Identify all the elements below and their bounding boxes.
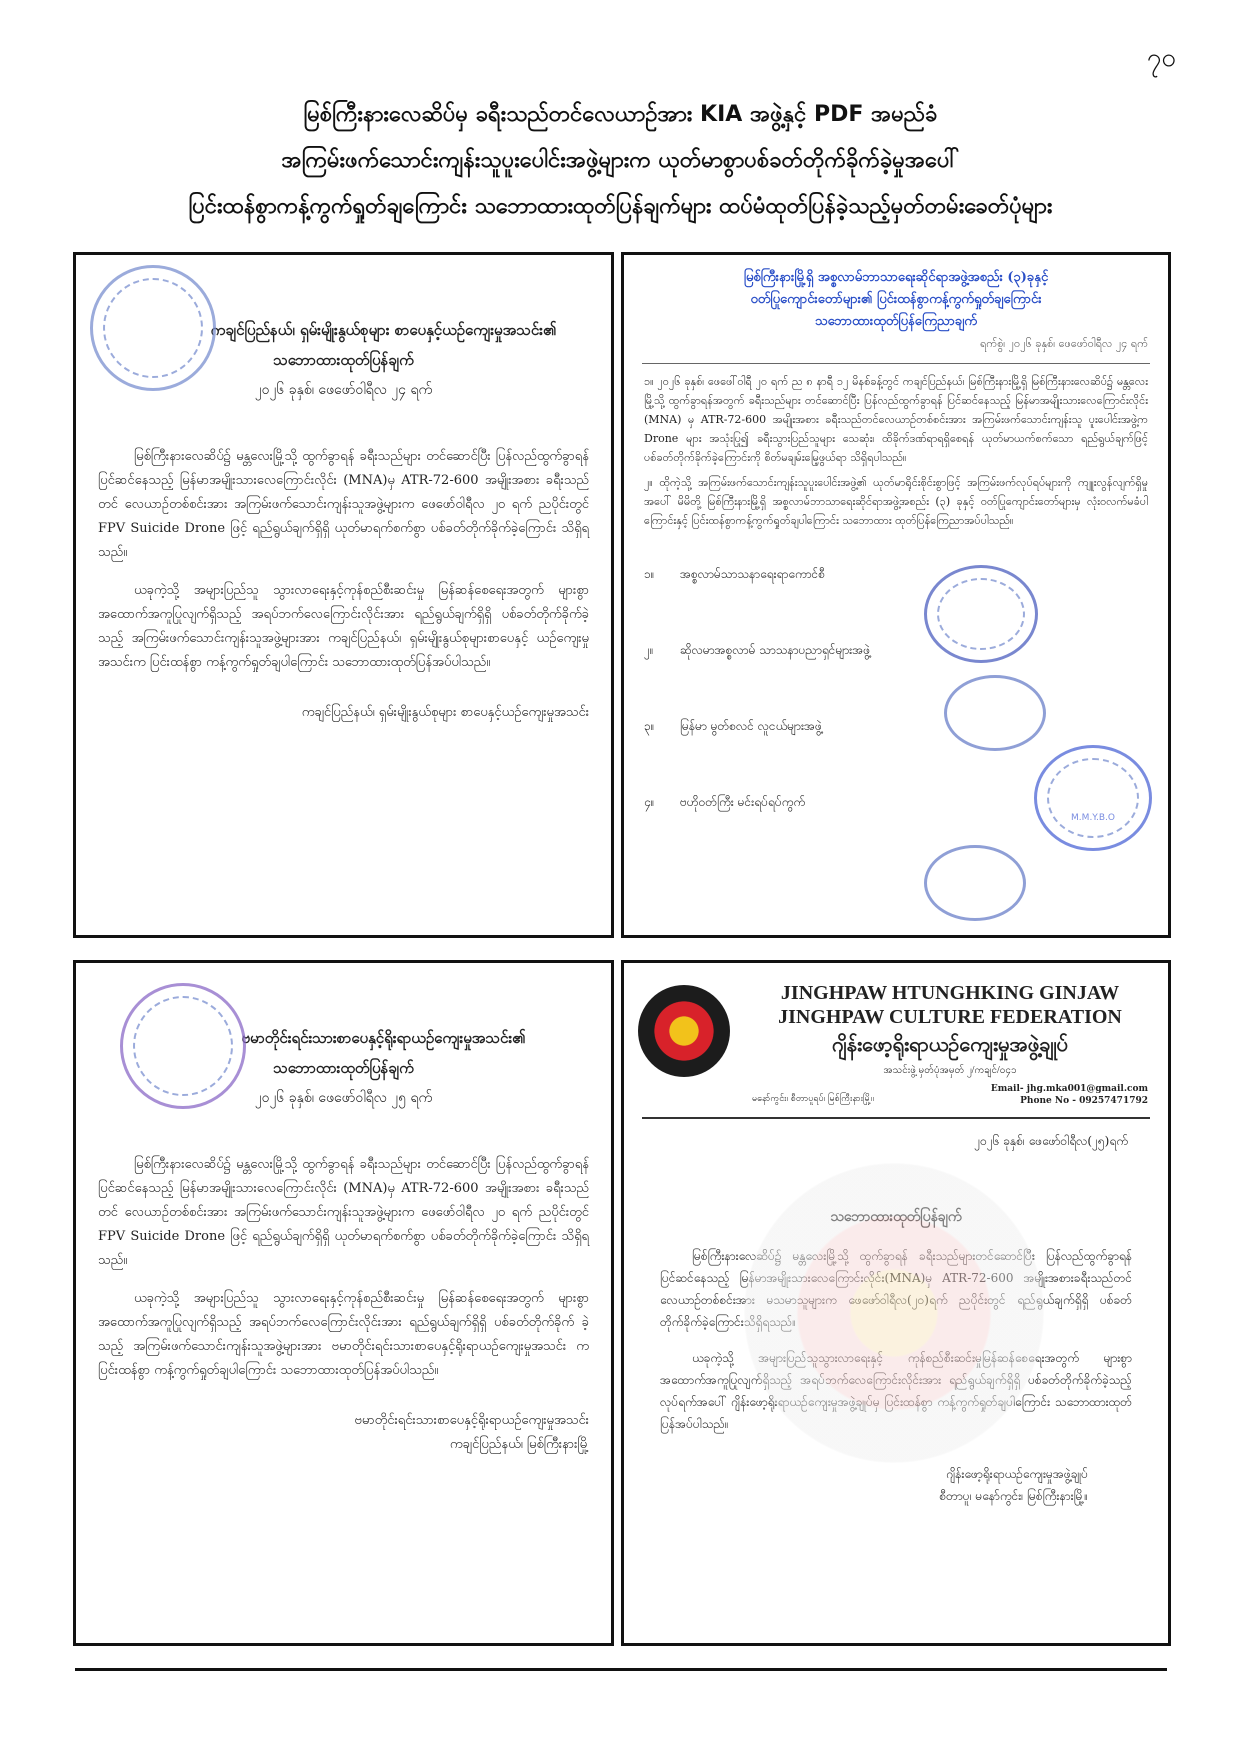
signature-org: ဗမာတိုင်းရင်းသားစာပေနှင့်ရိုးရာယဉ်ကျေးမှုအသင်း: [354, 1413, 589, 1428]
letter-panel-shan-literature: [73, 252, 614, 938]
letter-paragraph-2: ၂။ ထိုကဲ့သို့ အကြမ်းဖက်သောင်းကျန်းသူပူးပေါင်းအဖွဲ့၏ ယုတ်မာရိုင်းစိုင်းစွာဖြင့် အကြမ်းဖက်လုပ်ရပ်များကို ကျူးလွန်လျက်ရှိမှုအပေါ် မိမိတို့ မြစ်ကြီးနားမြို့ရှိ အစ္စလာမ်ဘာသာရေးဆိုင်ရာအဖွဲ့အစည်း (၃) ခုနှင့် ဝတ်ပြုကျောင်းတော်များမှ လုံးဝလက်မခံပါကြောင်းနှင့် ပြင်းထန်စွာကန့်ကွက်ရှုတ်ချပါကြောင်း သဘောထား ထုတ်ပြန်ကြေညာအပ်ပါသည်။: [644, 476, 1148, 527]
signatory-item: [644, 612, 1148, 688]
header-line-3: သဘောထားထုတ်ပြန်ကြေညာချက်: [815, 314, 977, 329]
letterhead: [624, 963, 1168, 1113]
federation-logo-icon: [638, 985, 730, 1077]
letter-paragraph-1: ၁။ ၂၀၂၆ ခုနှစ်၊ ဖေဖေါ်ဝါရီ ၂၀ ရက် ည ၈ နာရီ ၁၂ မိနစ်ခန့်တွင် ကချင်ပြည်နယ်၊ မြစ်ကြီးနားမြို့ရှိ မြစ်ကြီးနားလေဆိပ်၌ မန္တလေးမြို့သို့ ထွက်ခွာရန်အတွက် ခရီးသည်များ တင်ဆောင်ပြီး ပြန်လည်ထွက်ခွာရန် ပြင်ဆင်နေသည့် မြန်မာအမျိုးသားလေကြောင်းလိုင်း (MNA) မှ ATR-72-600 အမျိုးအစား ခရီးသည်တင်လေယာဉ်တစ်စင်းအား အကြမ်းဖက်သောင်းကျန်းသူ ပူးပေါင်းအဖွဲ့က Drone များ အသုံးပြု၍ ခရီးသွားပြည်သူများ သေဆုံး၊ ထိခိုက်ဒဏ်ရာရရှိစေရန် ယုတ်မာယက်စက်သော ရည်ရွယ်ချက်ဖြင့် ပစ်ခတ်တိုက်ခိုက်ခဲ့ကြောင်းကို စိတ်မချမ်းမြေ့ဖွယ်ရာ သိရှိရပါသည်။: [644, 375, 1149, 464]
letter-heading: သဘောထားထုတ်ပြန်ချက်: [830, 1209, 962, 1225]
letter-header: [624, 255, 1168, 355]
signatory-number: ၂။: [644, 643, 654, 657]
signatory-number: ၃။: [644, 719, 655, 733]
phone: Phone No - 09257471792: [1020, 1096, 1148, 1106]
contact-info: [752, 1083, 1148, 1107]
letter-paragraph-1: မြစ်ကြီးနားလေဆိပ်၌ မန္တလေးမြို့သို့ ထွက်ခွာရန် ခရီးသည်များတင်ဆောင်ပြီး ပြန်လည်ထွက်ခွာရန် ပြင်ဆင်နေသည့် မြန်မာအမျိုးသားလေကြောင်းလိုင်း(MNA)မှ ATR-72-600 အမျိုးအစားခရီးသည်တင် လေယာဉ်တစ်စင်းအား မသမာသူများက ဖေဖော်ဝါရီလ(၂၀)ရက် ညပိုင်းတွင် ရည်ရွယ်ချက်ရှိရှိ ပစ်ခတ်တိုက်ခိုက်ခဲ့ကြောင်းသိရှိရသည်။: [660, 1249, 1132, 1329]
letter-paragraph-1: မြစ်ကြီးနားလေဆိပ်၌ မန္တလေးမြို့သို့ ထွက်ခွာရန် ခရီးသည်များ တင်ဆောင်ပြီး ပြန်လည်ထွက်ခွာရန် ပြင်ဆင်နေသည့် မြန်မာအမျိုးသားလေကြောင်းလိုင်း (MNA)မှ ATR-72-600 အမျိုးအစား ခရီးသည်တင် လေယာဉ်တစ်စင်းအား အကြမ်းဖက်သောင်းကျန်းသူအဖွဲ့များက ဖေဖော်ဝါရီလ ၂၀ ရက် ညပိုင်းတွင် FPV Suicide Drone ဖြင့် ရည်ရွယ်ချက်ရှိရှိ ယုတ်မာရက်စက်စွာ ပစ်ခတ်တိုက်ခိုက်ခဲ့ကြောင်း သိရှိရသည်။: [98, 449, 589, 560]
letter-signature: ကချင်ပြည်နယ်၊ ရှမ်းမျိုးနွယ်စုများ စာပေနှင့်ယဉ်ကျေးမှုအသင်း: [301, 705, 589, 720]
letter-date: ၂၀၂၆ ခုနှစ်၊ ဖေဖော်ဝါရီလ ၂၅ ရက်: [254, 1090, 433, 1106]
ward-seal-icon: [924, 845, 1026, 921]
letter-org: ကချင်ပြည်နယ်၊ ရှမ်းမျိုးနွယ်စုများ စာပေနှင့်ယဉ်ကျေးမှုအသင်း၏: [210, 321, 557, 339]
letter-panel-jinghpaw-federation: [621, 960, 1171, 1646]
ulama-seal-icon: [944, 675, 1046, 751]
footer-divider: [75, 1668, 1167, 1671]
signatory-number: ၁။: [644, 567, 655, 581]
letter-date: ၂၀၂၆ ခုနှစ်၊ ဖေဖော်ဝါရီလ(၂၅)ရက်: [974, 1134, 1128, 1148]
page-title: [40, 92, 1201, 230]
federation-title: [752, 981, 1148, 1083]
header-line-2: ဝတ်ပြုကျောင်းတော်များ၏ ပြင်းထန်စွာကန့်ကွက်ရှုတ်ချကြောင်း: [750, 292, 1042, 307]
email: Email- jhg.mka001@gmail.com: [990, 1084, 1148, 1094]
association-seal-icon: [120, 983, 246, 1109]
letter-signature: [76, 1409, 611, 1457]
title-line-2: အကြမ်းဖက်သောင်းကျန်းသူပူးပေါင်းအဖွဲ့များက ယုတ်မာစွာပစ်ခတ်တိုက်ခိုက်ခဲ့မှုအပေါ်: [281, 148, 960, 173]
registration-number: အသင်းဖွဲ့ မှတ်ပုံအမှတ် ၂/ကချင်/၀၄၁: [883, 1065, 1017, 1076]
signatory-item: [644, 536, 1148, 612]
header-line-1: မြစ်ကြီးနားမြို့ရှိ အစ္စလာမ်ဘာသာရေးဆိုင်ရာအဖွဲ့အစည်း (၃)ခုနှင့်: [743, 270, 1049, 285]
page-number: ၇၀: [1146, 43, 1176, 73]
letter-org: ဗမာတိုင်းရင်းသားစာပေနှင့်ရိုးရာယဉ်ကျေးမှုအသင်း၏: [241, 1029, 526, 1047]
federation-name-jinghpaw: JINGHPAW HTUNGHKING GINJAW: [780, 982, 1120, 1004]
letter-signature: [624, 1463, 1168, 1507]
letter-panel-islamic-orgs: [621, 252, 1171, 938]
letter-paragraph-2: ယခုကဲ့သို့ အများပြည်သူသွားလာရေးနှင့် ကုန်စည်စီးဆင်းမှုမြန်ဆန်စေရေးအတွက် များစွာ အထောက်အကူပြုလျက်ရှိသည့် အရပ်ဘက်လေကြောင်းလိုင်းအား ရည်ရွယ်ချက်ရှိရှိ ပစ်ခတ်တိုက်ခိုက်ခဲ့သည့်လုပ်ရက်အပေါ် ဂျိန်းဖော့ရိုးရာယဉ်ကျေးမှုအဖွဲ့ချုပ်မှ ပြင်းထန်စွာ ကန့်ကွက်ရှုတ်ချပါကြောင်း သဘောထားထုတ်ပြန်အပ်ပါသည်။: [660, 1351, 1132, 1431]
contact-details: [991, 1083, 1148, 1107]
letter-date: ရက်စွဲ၊ ၂၀၂၆ ခုနှစ်၊ ဖေဖော်ဝါရီလ ၂၄ ရက်: [980, 337, 1148, 350]
divider: [642, 363, 1150, 364]
letter-heading: သဘောထားထုတ်ပြန်ချက်: [273, 1059, 414, 1077]
signature-location: ကချင်ပြည်နယ်၊ မြစ်ကြီးနားမြို့: [449, 1437, 589, 1452]
letter-panel-bamar-literature: [73, 960, 614, 1646]
signatory-name: ဗဟိုဝတ်ကြီး မင်းရပ်ရပ်ကွက်: [680, 795, 806, 809]
letter-paragraph-2: ယခုကဲ့သို့ အများပြည်သူ သွားလာရေးနှင့်ကုန်စည်စီးဆင်းမှု မြန်ဆန်စေရေးအတွက် များစွာ အထောက်အကူပြုလျက်ရှိသည့် အရပ်ဘက်လေကြောင်းလိုင်းအား ရည်ရွယ်ချက်ရှိရှိ ပစ်ခတ်တိုက်ခိုက်ခဲ့သည့် အကြမ်းဖက်သောင်းကျန်းသူအဖွဲ့များအား ကချင်ပြည်နယ်၊ ရှမ်းမျိုးနွယ်စုများစာပေနှင့် ယဉ်ကျေးမှုအသင်းက ပြင်းထန်စွာ ကန့်ကွက်ရှုတ်ချပါကြောင်း သဘောထားထုတ်ပြန်အပ်ပါသည်။: [98, 583, 589, 670]
divider: [642, 1117, 1150, 1119]
title-line-1: မြစ်ကြီးနားလေဆိပ်မှ ခရီးသည်တင်လေယာဉ်အား KIA အဖွဲ့နှင့် PDF အမည်ခံ: [303, 102, 938, 127]
letter-body: [76, 1153, 611, 1383]
signature-location: စီတာပူ၊ မနော်ကွင်း၊ မြစ်ကြီးနားမြို့။: [939, 1489, 1088, 1503]
islamic-council-seal-icon: [924, 565, 1038, 663]
federation-watermark-icon: [744, 1163, 1044, 1463]
letter-paragraph-1: မြစ်ကြီးနားလေဆိပ်၌ မန္တလေးမြို့သို့ ထွက်ခွာရန် ခရီးသည်များ တင်ဆောင်ပြီး ပြန်လည်ထွက်ခွာရန် ပြင်ဆင်နေသည့် မြန်မာအမျိုးသားလေကြောင်းလိုင်း (MNA)မှ ATR-72-600 အမျိုးအစား ခရီးသည်တင် လေယာဉ်တစ်စင်းအား အကြမ်းဖက်သောင်းကျန်းသူအဖွဲ့များက ဖေဖော်ဝါရီလ ၂၀ ရက် ညပိုင်းတွင် FPV Suicide Drone ဖြင့် ရည်ရွယ်ချက်ရှိရှိ ယုတ်မာရက်စက်စွာ ပစ်ခတ်တိုက်ခိုက်ခဲ့ကြောင်း သိရှိရသည်။: [98, 1157, 589, 1268]
signature-org: ဂျိန်းဖော့ရိုးရာယဉ်ကျေးမှုအဖွဲ့ချုပ်: [946, 1467, 1088, 1481]
signatory-name: မြန်မာ မွတ်စလင် လူငယ်များအဖွဲ့: [680, 719, 822, 733]
signatory-name: အစ္စလာမ်သာသနာရေးရာကောင်စီ: [680, 567, 825, 581]
association-seal-icon: [90, 265, 216, 391]
seal-label: M.M.Y.B.O: [1071, 813, 1115, 823]
federation-name-myanmar: ဂျိန်းဖော့ရိုးရာယဉ်ကျေးမှုအဖွဲ့ချုပ်: [832, 1032, 1068, 1056]
letter-body: [624, 372, 1168, 530]
signatory-number: ၄။: [644, 795, 655, 809]
letter-heading: သဘောထားထုတ်ပြန်ချက်: [273, 351, 414, 369]
youth-org-seal-icon: [1034, 745, 1152, 851]
letter-body: [76, 445, 611, 675]
letter-paragraph-2: ယခုကဲ့သို့ အများပြည်သူ သွားလာရေးနှင့်ကုန်စည်စီးဆင်းမှု မြန်ဆန်စေရေးအတွက် များစွာ အထောက်အကူပြုလျက်ရှိသည့် အရပ်ဘက်လေကြောင်းလိုင်းအား ရည်ရွယ်ချက်ရှိရှိ ပစ်ခတ်တိုက်ခိုက် ခဲ့သည့် အကြမ်းဖက်သောင်းကျန်းသူအဖွဲ့များအား ဗမာတိုင်းရင်းသားစာပေနှင့်ရိုးရာယဉ်ကျေးမှုအသင်း က ပြင်းထန်စွာ ကန့်ကွက်ရှုတ်ချပါကြောင်း သဘောထားထုတ်ပြန်အပ်ပါသည်။: [98, 1291, 589, 1378]
address: မနော်ကွင်း၊ စီတာပူရပ်၊ မြစ်ကြီးနားမြို့။: [752, 1094, 874, 1104]
federation-name-english: JINGHPAW CULTURE FEDERATION: [778, 1006, 1122, 1028]
signatory-name: ဆိုလမာအစ္စလာမ် သာသနာပညာရှင်များအဖွဲ့: [680, 643, 871, 657]
letter-date: ၂၀၂၆ ခုနှစ်၊ ဖေဖော်ဝါရီလ ၂၄ ရက်: [254, 382, 433, 398]
title-line-3: ပြင်းထန်စွာကန့်ကွက်ရှုတ်ချကြောင်း သဘောထားထုတ်ပြန်ချက်များ ထပ်မံထုတ်ပြန်ခဲ့သည့်မှတ်တမ်းခေတ်ပုံများ: [188, 194, 1053, 219]
